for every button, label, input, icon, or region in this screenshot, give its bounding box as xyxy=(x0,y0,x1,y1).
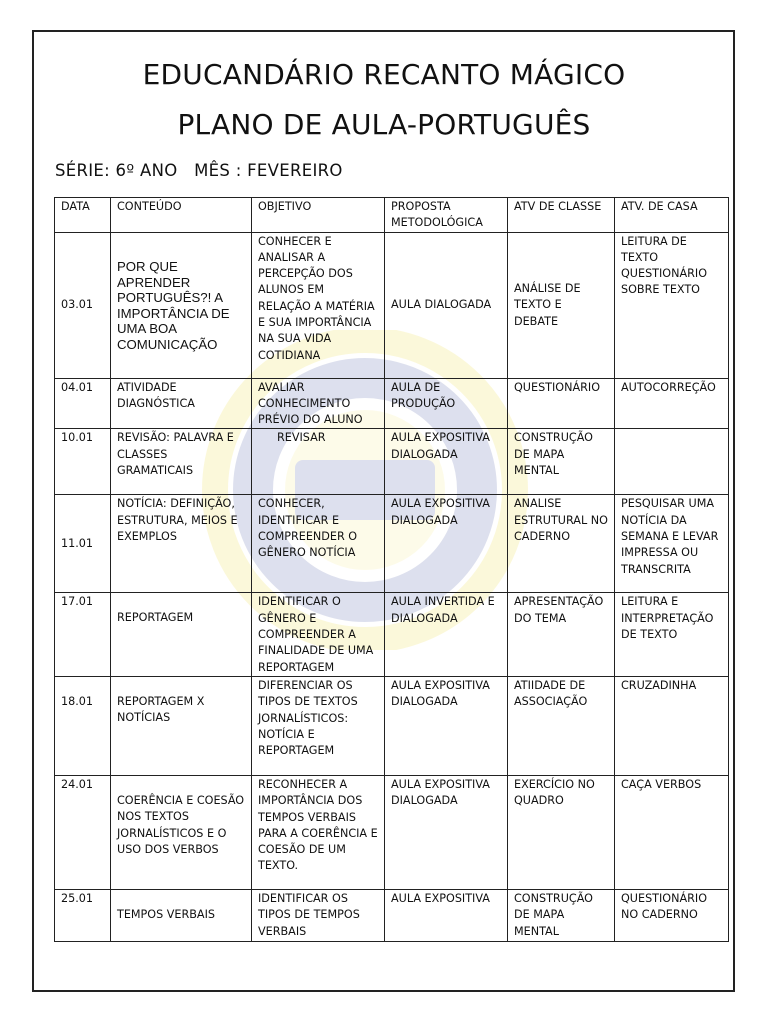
cell-atv-casa: AUTOCORREÇÃO xyxy=(615,378,729,429)
cell-atv-classe: APRESENTAÇÃO DO TEMA xyxy=(508,593,615,676)
cell-data: 10.01 xyxy=(55,429,111,495)
cell-data: 24.01 xyxy=(55,775,111,889)
cell-data: 04.01 xyxy=(55,378,111,429)
cell-conteudo: POR QUE APRENDER PORTUGUÊS?! A IMPORTÂNCIA DE UMA BOA COMUNICAÇÃO xyxy=(111,232,252,378)
cell-atv-classe: CONSTRUÇÃO DE MAPA MENTAL xyxy=(508,889,615,941)
cell-objetivo: IDENTIFICAR OS TIPOS DE TEMPOS VERBAIS xyxy=(252,889,385,941)
cell-atv-casa: CRUZADINHA xyxy=(615,676,729,775)
cell-proposta: AULA DE PRODUÇÃO xyxy=(385,378,508,429)
cell-conteudo: COERÊNCIA E COESÃO NOS TEXTOS JORNALÍSTICOS E O USO DOS VERBOS xyxy=(111,775,252,889)
cell-atv-casa: PESQUISAR UMA NOTÍCIA DA SEMANA E LEVAR IMPRESSA OU TRANSCRITA xyxy=(615,495,729,593)
cell-data: 03.01 xyxy=(55,232,111,378)
cell-objetivo: RECONHECER A IMPORTÂNCIA DOS TEMPOS VERBAIS PARA A COERÊNCIA E COESÃO DE UM TEXTO. xyxy=(252,775,385,889)
cell-data: 17.01 xyxy=(55,593,111,676)
cell-atv-classe: CONSTRUÇÃO DE MAPA MENTAL xyxy=(508,429,615,495)
table-row xyxy=(55,378,729,429)
header-objetivo: OBJETIVO xyxy=(252,198,385,233)
table-row xyxy=(55,676,729,775)
cell-proposta: AULA EXPOSITIVA DIALOGADA xyxy=(385,676,508,775)
cell-objetivo: REVISAR xyxy=(252,429,385,495)
cell-conteudo: REVISÃO: PALAVRA E CLASSES GRAMATICAIS xyxy=(111,429,252,495)
cell-objetivo: AVALIAR CONHECIMENTO PRÉVIO DO ALUNO xyxy=(252,378,385,429)
cell-data: 25.01 xyxy=(55,889,111,941)
cell-conteudo: REPORTAGEM X NOTÍCIAS xyxy=(111,676,252,775)
table-row xyxy=(55,593,729,676)
cell-atv-classe: ANALISE ESTRUTURAL NO CADERNO xyxy=(508,495,615,593)
table-row xyxy=(55,429,729,495)
cell-conteudo: ATIVIDADE DIAGNÓSTICA xyxy=(111,378,252,429)
serie-label: SÉRIE: 6º ANO xyxy=(55,161,178,180)
lesson-plan-table xyxy=(54,197,729,942)
cell-data: 11.01 xyxy=(55,495,111,593)
cell-objetivo: CONHECER E ANALISAR A PERCEPÇÃO DOS ALUNOS EM RELAÇÃO A MATÉRIA E SUA IMPORTÂNCIA NA SUA VIDA COTIDIANA xyxy=(252,232,385,378)
cell-atv-casa: LEITURA DE TEXTO QUESTIONÁRIO SOBRE TEXTO xyxy=(615,232,729,378)
cell-data: 18.01 xyxy=(55,676,111,775)
cell-atv-casa xyxy=(615,429,729,495)
header-conteudo: CONTEÚDO xyxy=(111,198,252,233)
table-row xyxy=(55,775,729,889)
header-data: DATA xyxy=(55,198,111,233)
cell-atv-classe: ATIIDADE DE ASSOCIAÇÃO xyxy=(508,676,615,775)
table-header-row xyxy=(55,198,729,233)
header-proposta: PROPOSTA METODOLÓGICA xyxy=(385,198,508,233)
cell-atv-classe: ANÁLISE DE TEXTO E DEBATE xyxy=(508,232,615,378)
plan-title: PLANO DE AULA-PORTUGUÊS xyxy=(177,108,591,141)
cell-objetivo: IDENTIFICAR O GÊNERO E COMPREENDER A FINALIDADE DE UMA REPORTAGEM xyxy=(252,593,385,676)
cell-objetivo: DIFERENCIAR OS TIPOS DE TEXTOS JORNALÍSTICOS: NOTÍCIA E REPORTAGEM xyxy=(252,676,385,775)
cell-atv-classe: QUESTIONÁRIO xyxy=(508,378,615,429)
cell-proposta: AULA INVERTIDA E DIALOGADA xyxy=(385,593,508,676)
table-row xyxy=(55,889,729,941)
cell-conteudo: TEMPOS VERBAIS xyxy=(111,889,252,941)
cell-proposta: AULA DIALOGADA xyxy=(385,232,508,378)
header-atv-classe: ATV DE CLASSE xyxy=(508,198,615,233)
header-atv-casa: ATV. DE CASA xyxy=(615,198,729,233)
cell-objetivo: CONHECER, IDENTIFICAR E COMPREENDER O GÊNERO NOTÍCIA xyxy=(252,495,385,593)
cell-atv-casa: LEITURA E INTERPRETAÇÃO DE TEXTO xyxy=(615,593,729,676)
table-row xyxy=(55,232,729,378)
cell-proposta: AULA EXPOSITIVA DIALOGADA xyxy=(385,429,508,495)
month-label: MÊS : FEVEREIRO xyxy=(194,161,343,180)
cell-atv-classe: EXERCÍCIO NO QUADRO xyxy=(508,775,615,889)
cell-atv-casa: QUESTIONÁRIO NO CADERNO xyxy=(615,889,729,941)
cell-proposta: AULA EXPOSITIVA xyxy=(385,889,508,941)
class-info xyxy=(55,161,343,180)
cell-conteudo: NOTÍCIA: DEFINIÇÃO, ESTRUTURA, MEIOS E EXEMPLOS xyxy=(111,495,252,593)
school-name: EDUCANDÁRIO RECANTO MÁGICO xyxy=(142,58,626,91)
table-row xyxy=(55,495,729,593)
cell-proposta: AULA EXPOSITIVA DIALOGADA xyxy=(385,775,508,889)
cell-atv-casa: CAÇA VERBOS xyxy=(615,775,729,889)
cell-proposta: AULA EXPOSITIVA DIALOGADA xyxy=(385,495,508,593)
cell-conteudo: REPORTAGEM xyxy=(111,593,252,676)
